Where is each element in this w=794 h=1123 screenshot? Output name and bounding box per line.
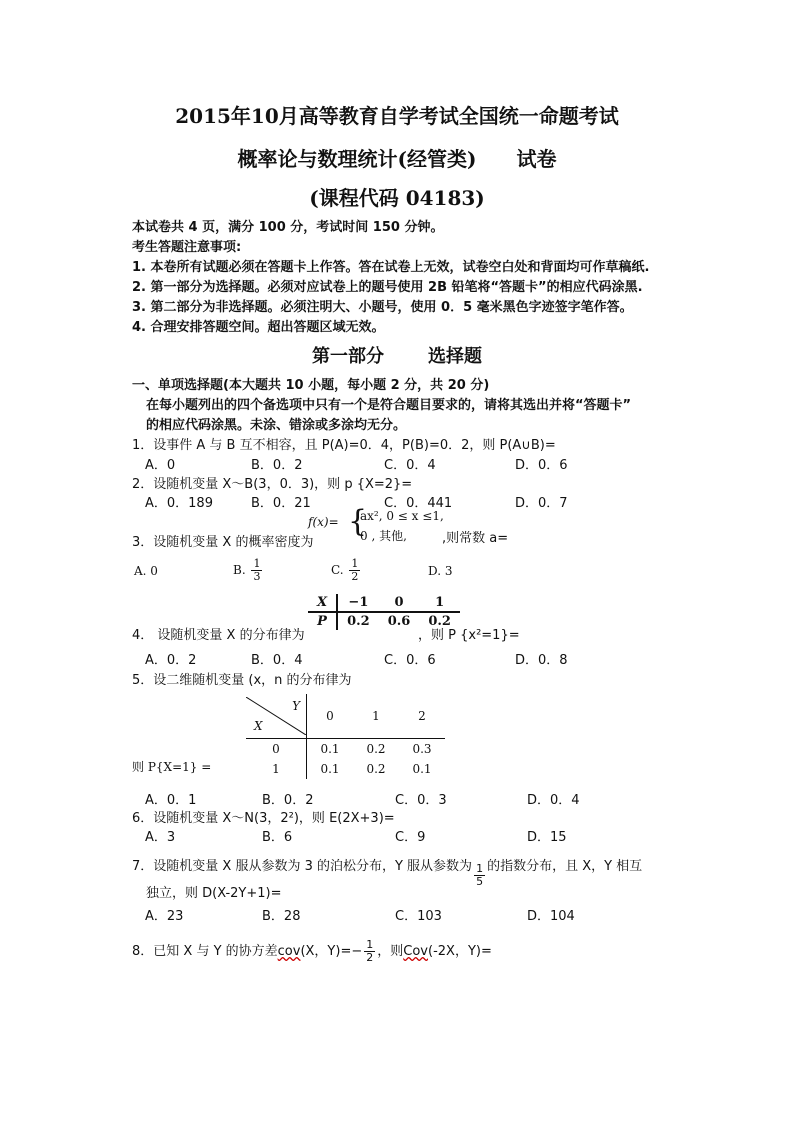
dist-x-cell: −1 <box>337 594 379 612</box>
option-d: D．0．6 <box>515 458 568 473</box>
question-3-text: 3．设随机变量 X 的概率密度为 <box>132 535 314 550</box>
question-8-text <box>132 939 492 964</box>
frac-den: 3 <box>253 570 261 584</box>
density-case-2: 0 , 其他, <box>360 529 407 543</box>
joint-distribution-table <box>246 694 445 779</box>
paper-label: 试卷 <box>516 147 557 171</box>
option-c: C．0．441 <box>384 496 453 511</box>
section-title <box>0 342 794 368</box>
note-item-1: 1. 本卷所有试题必须在答题卡上作答。答在试卷上无效，试卷空白处和背面均可作草稿纸. <box>132 260 650 275</box>
notes-heading: 考生答题注意事项: <box>132 240 242 255</box>
table-cell: 0.2 <box>366 762 386 776</box>
table-cell: 0.3 <box>412 742 432 756</box>
row-header: 0 <box>246 739 307 760</box>
row-header: 1 <box>246 759 307 779</box>
question-7-part-a: 7．设随机变量 X 服从参数为 3 的泊松分布，Y 服从参数为 <box>132 859 473 874</box>
option-d: D．0．4 <box>527 793 580 808</box>
option-a: A．0 <box>145 458 176 473</box>
dist-p-cell: 0.2 <box>347 614 370 629</box>
section-heading: 一、单项选择题(本大题共 10 小题，每小题 2 分，共 20 分) <box>132 378 490 393</box>
frac-num: 1 <box>476 862 484 875</box>
question-6-text: 6．设随机变量 X～N(3，2²)，则 E(2X+3)= <box>132 811 395 826</box>
option-d: D．15 <box>527 830 567 845</box>
note-item-2: 2. 第一部分为选择题。必须对应试卷上的题号使用 2B 铅笔将“答题卡”的相应代码涂黑. <box>132 280 643 295</box>
option-b: B．0．4 <box>251 653 303 668</box>
option-b-label: B. <box>233 563 246 578</box>
frac-den: 2 <box>366 951 374 965</box>
density-fx: f(x)= <box>308 515 339 529</box>
option-c: C．0．3 <box>395 793 447 808</box>
density-case-1: ax², 0 ≤ x ≤1, <box>360 509 444 523</box>
note-item-3: 3. 第二部分为非选择题。必须注明大、小题号，使用 0．5 毫米黑色字迹签字笔作答。 <box>132 300 633 315</box>
option-a: A. 0 <box>134 564 158 578</box>
table-cell: 0.2 <box>366 742 386 756</box>
exam-title: 2015年10月高等教育自学考试全国统一命题考试 <box>175 104 619 128</box>
question-1-text: 1．设事件 A 与 B 互不相容，且 P(A)=0．4，P(B)=0．2，则 P(A∪B)= <box>132 438 556 453</box>
option-d: D．0．7 <box>515 496 568 511</box>
option-a: A．0．189 <box>145 496 213 511</box>
exam-info: 本试卷共 4 页，满分 100 分，考试时间 150 分钟。 <box>132 220 444 235</box>
section-instructions-1: 在每小题列出的四个备选项中只有一个是符合题目要求的，请将其选出并将“答题卡” <box>146 398 632 413</box>
option-c: C．9 <box>395 830 426 845</box>
question-7-text-continued: 独立，则 D(X-2Y+1)= <box>146 886 282 901</box>
param-fraction <box>474 863 485 888</box>
course-title <box>0 143 794 172</box>
dist-x-cell: 1 <box>419 594 460 612</box>
cov-term: Cov <box>403 944 428 960</box>
option-c <box>331 558 362 583</box>
question-2-text: 2．设随机变量 X～B(3，0．3)，则 p {X=2}= <box>132 477 413 492</box>
dist-p-cell: 0.2 <box>428 614 451 629</box>
question-7-part-b: 的指数分布，且 X，Y 相互 <box>487 859 643 874</box>
frac-num: 1 <box>351 557 359 570</box>
option-b: B．0．21 <box>251 496 311 511</box>
brace-symbol: { <box>348 504 368 539</box>
question-8-part-c: ，则 <box>377 944 404 960</box>
question-3-tail: ,则常数 a= <box>442 531 509 546</box>
frac-den: 2 <box>351 570 359 584</box>
frac-den: 5 <box>476 875 484 889</box>
dist-p-cell: 0.6 <box>387 614 411 629</box>
col-header: 0 <box>307 694 354 739</box>
corner-x-label: X <box>254 719 263 733</box>
option-c: C．103 <box>395 909 442 924</box>
option-b: B．28 <box>262 909 301 924</box>
option-c-label: C. <box>331 563 344 578</box>
cov-term: cov <box>277 944 301 960</box>
dist-x-cell: 0 <box>379 594 420 612</box>
option-b: B．6 <box>262 830 293 845</box>
option-a: A．23 <box>145 909 184 924</box>
question-8-part-a: 8．已知 X 与 Y 的协方差 <box>132 944 278 960</box>
section-name: 选择题 <box>428 346 482 367</box>
cov-fraction <box>364 939 375 964</box>
option-a: A．3 <box>145 830 176 845</box>
table-cell: 0.1 <box>412 762 432 776</box>
option-d: D．0．8 <box>515 653 568 668</box>
option-b-fraction <box>251 558 262 583</box>
question-4-tail: ，则 P {x²=1}= <box>418 628 520 643</box>
option-c: C．0．4 <box>384 458 436 473</box>
option-d: D. 3 <box>428 564 453 578</box>
frac-num: 1 <box>366 938 374 951</box>
note-item-4: 4. 合理安排答题空间。超出答题区域无效。 <box>132 320 385 335</box>
dist-head-p: P <box>308 612 337 630</box>
course-code: (课程代码 04183) <box>309 186 485 210</box>
minus-sign: − <box>351 944 363 960</box>
option-b <box>233 558 264 583</box>
table-cell: 0.1 <box>320 762 340 776</box>
question-8-part-b: (X，Y)= <box>300 944 352 960</box>
col-header: 2 <box>399 694 445 739</box>
course-name: 概率论与数理统计(经管类) <box>237 147 477 171</box>
question-4-text: 4． 设随机变量 X 的分布律为 <box>132 628 305 643</box>
question-8-part-d: (-2X，Y)= <box>428 944 492 960</box>
section-instructions-2: 的相应代码涂黑。未涂、错涂或多涂均无分。 <box>146 418 407 433</box>
option-d: D．104 <box>527 909 575 924</box>
table-cell: 0.1 <box>320 742 340 756</box>
question-5-tail: 则 P{X=1} = <box>132 760 212 774</box>
dist-head-x: X <box>308 594 337 612</box>
section-part: 第一部分 <box>312 346 384 367</box>
option-c-fraction <box>349 558 360 583</box>
option-b: B．0．2 <box>251 458 303 473</box>
question-5-text: 5．设二维随机变量 (x，n 的分布律为 <box>132 673 352 688</box>
corner-y-label: Y <box>292 699 300 713</box>
option-a: A．0．2 <box>145 653 197 668</box>
option-a: A．0．1 <box>145 793 197 808</box>
option-c: C．0．6 <box>384 653 436 668</box>
option-b: B．0．2 <box>262 793 314 808</box>
col-header: 1 <box>353 694 399 739</box>
frac-num: 1 <box>253 557 261 570</box>
table-corner <box>246 694 307 739</box>
